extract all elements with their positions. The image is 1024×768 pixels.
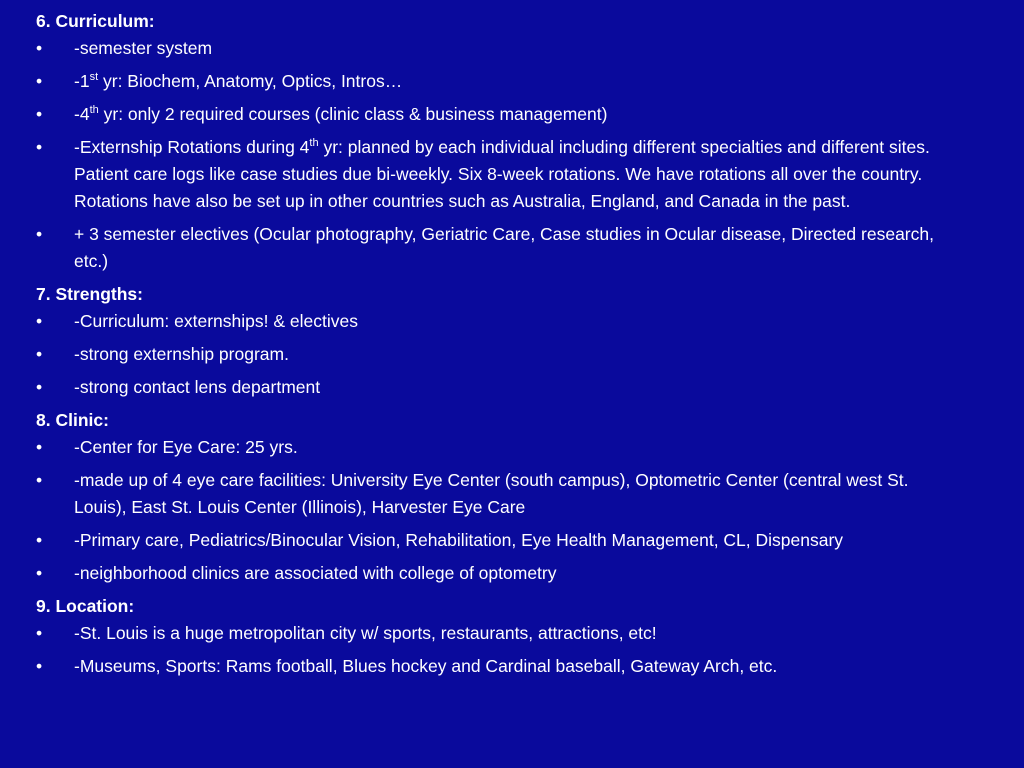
section-heading: 6. Curriculum:	[36, 11, 155, 31]
bullet-list	[36, 35, 944, 275]
bullet-item: • -Museums, Sports: Rams football, Blues hockey and Cardinal baseball, Gateway Arch, etc.	[36, 653, 944, 680]
bullet-item: • -Center for Eye Care: 25 yrs.	[36, 434, 944, 461]
section-location	[36, 593, 944, 680]
bullet-icon: •	[36, 137, 43, 157]
bullet-icon: •	[36, 311, 43, 331]
bullet-icon: •	[36, 224, 43, 244]
bullet-list	[36, 434, 944, 587]
bullet-item: • -4th yr: only 2 required courses (clinic class & business management)	[36, 101, 944, 128]
bullet-item: • -made up of 4 eye care facilities: University Eye Center (south campus), Optometric Center (central west St. Louis), East St. Louis Center (Illinois), Harvester Eye Care	[36, 467, 944, 521]
bullet-icon: •	[36, 623, 43, 643]
bullet-list	[36, 620, 944, 680]
bullet-item: • -Primary care, Pediatrics/Binocular Vision, Rehabilitation, Eye Health Management, CL, Dispensary	[36, 527, 944, 554]
bullet-item: • -Curriculum: externships! & electives	[36, 308, 944, 335]
section-heading: 7. Strengths:	[36, 284, 143, 304]
bullet-icon: •	[36, 470, 43, 490]
bullet-list	[36, 308, 944, 401]
bullet-item: • -neighborhood clinics are associated with college of optometry	[36, 560, 944, 587]
bullet-icon: •	[36, 71, 43, 91]
bullet-item: • -strong contact lens department	[36, 374, 944, 401]
bullet-icon: •	[36, 656, 43, 676]
bullet-item: • -St. Louis is a huge metropolitan city w/ sports, restaurants, attractions, etc!	[36, 620, 944, 647]
section-clinic	[36, 407, 944, 587]
bullet-icon: •	[36, 437, 43, 457]
section-heading: 8. Clinic:	[36, 410, 109, 430]
bullet-item: • + 3 semester electives (Ocular photography, Geriatric Care, Case studies in Ocular disease, Directed research, etc.)	[36, 221, 944, 275]
section-strengths	[36, 281, 944, 401]
bullet-item: • -Externship Rotations during 4th yr: planned by each individual including different specialties and different sites. Patient care logs like case studies due bi-weekly. Six 8-week rotations. We have rotations all over the country. Rotations have also be set up in other countries such as Australia, England, and Canada in the past.	[36, 134, 944, 215]
bullet-item: • -strong externship program.	[36, 341, 944, 368]
bullet-icon: •	[36, 344, 43, 364]
section-curriculum	[36, 8, 944, 275]
bullet-icon: •	[36, 104, 43, 124]
bullet-icon: •	[36, 377, 43, 397]
bullet-icon: •	[36, 38, 43, 58]
bullet-item: • -semester system	[36, 35, 944, 62]
bullet-icon: •	[36, 563, 43, 583]
section-heading: 9. Location:	[36, 596, 135, 616]
bullet-icon: •	[36, 530, 43, 550]
bullet-item: • -1st yr: Biochem, Anatomy, Optics, Intros…	[36, 68, 944, 95]
